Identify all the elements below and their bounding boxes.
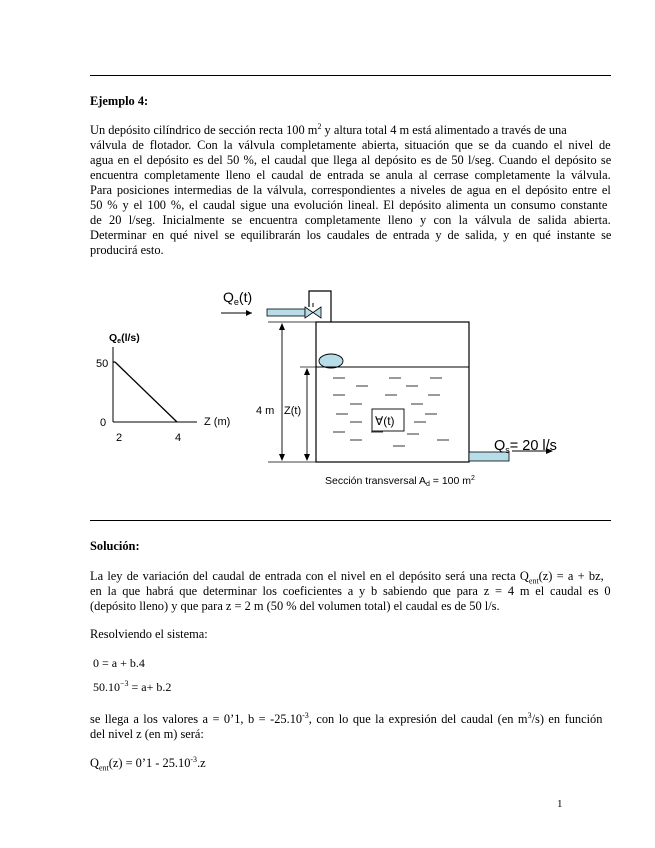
statement-line-6: 50 % y el 100 %, el caudal sigue una evolución lineal. El depósito alimenta un consumo constante xyxy=(90,198,608,212)
solving-intro: Resolviendo el sistema: xyxy=(90,627,208,641)
solution-line-2: en la que habrá que determinar los coeficientes a y b sabiendo que para z = 4 m el caudal es 0 xyxy=(90,584,611,598)
solution-title: Solución: xyxy=(90,539,140,553)
tank-body xyxy=(316,322,469,462)
level-arrow-bottom xyxy=(304,454,310,461)
float-valve xyxy=(305,307,321,318)
outflow-label: $Q_s= 20$ l/s xyxy=(494,438,557,455)
tank-diagram xyxy=(221,289,557,488)
inflow-graph xyxy=(96,332,230,444)
statement-line-9: producirá esto. xyxy=(90,243,164,257)
final-expression: $Q_{ent}(z)$ = 0’1 - $25.10^{-3}.z$ xyxy=(90,754,206,773)
page-number: 1 xyxy=(557,798,563,810)
tick-label-2: 2 xyxy=(116,432,123,444)
statement-line-7: de 20 l/seg. Inicialmente se encuentra completamente lleno y con la válvula de salida abierta. xyxy=(90,213,611,227)
volume-label: ∀(t) xyxy=(375,414,395,428)
graph-x-label: Z (m) xyxy=(204,416,231,428)
level-arrow-top xyxy=(304,368,310,375)
middle-rule xyxy=(90,520,611,521)
graph-y-label: Qe(l/s) xyxy=(109,332,140,345)
statement-line-1: Un depósito cilíndrico de sección recta 100 $m^2$ y altura total 4 m está alimentado a través de una xyxy=(90,121,567,137)
solution-line-3: (depósito lleno) y que para z = 2 m (50 % del volumen total) el caudal es de 50 l/s. xyxy=(90,599,500,613)
tick-label-4: 4 xyxy=(175,432,182,444)
example-title: Ejemplo 4: xyxy=(90,94,149,108)
graph-curve xyxy=(115,362,177,422)
figure-caption: Sección transversal Ad = 100 $m^2$ xyxy=(325,475,475,488)
tick-label-0: 0 xyxy=(100,417,107,429)
result-line-1: se llega a los valores a = 0’1, $b = -25.10^{-3}$, con lo que la expresión del caudal (en $m^3/s$) en función xyxy=(90,710,603,726)
inlet-pipe xyxy=(267,309,305,316)
statement-line-2: válvula de flotador. Con la válvula completamente abierta, situación que se da cuando el nivel de xyxy=(90,138,611,152)
height-arrow-bottom xyxy=(279,454,285,461)
height-label: 4 m xyxy=(256,405,275,417)
inflow-label: $Q_e(t)$ xyxy=(223,289,253,307)
result-line-2: del nivel z (en m) será: xyxy=(90,727,204,741)
statement-line-4: encuentra completamente lleno el caudal de entrada se anula al cerrase completamente la válvula. xyxy=(90,168,611,182)
statement-line-3: agua en el depósito es del 50 %, el caudal que llega al depósito es de 50 l/seg. Cuando el depósito se xyxy=(90,153,612,167)
level-label: Z(t) xyxy=(284,405,302,417)
equation-2: $50.10^{-3} = a+ b.2$ xyxy=(93,679,172,694)
statement-line-8: Determinar en qué nivel se equilibrarán los caudales de entrada y de salida, y en qué instante se xyxy=(90,228,612,242)
inflow-arrow-head xyxy=(246,310,252,316)
solution-line-1: La ley de variación del caudal de entrada con el nivel en el depósito será una recta $Q_{ent}(z) = a$ + bz, xyxy=(90,569,604,586)
tick-label-50: 50 xyxy=(96,358,109,370)
statement-line-5: Para posiciones intermedias de la válvula, correspondientes a niveles de agua en el depósito entre el xyxy=(90,183,611,197)
float-ball xyxy=(319,354,343,368)
equation-1: 0 = a + b.4 xyxy=(93,656,145,670)
height-arrow-top xyxy=(279,323,285,330)
